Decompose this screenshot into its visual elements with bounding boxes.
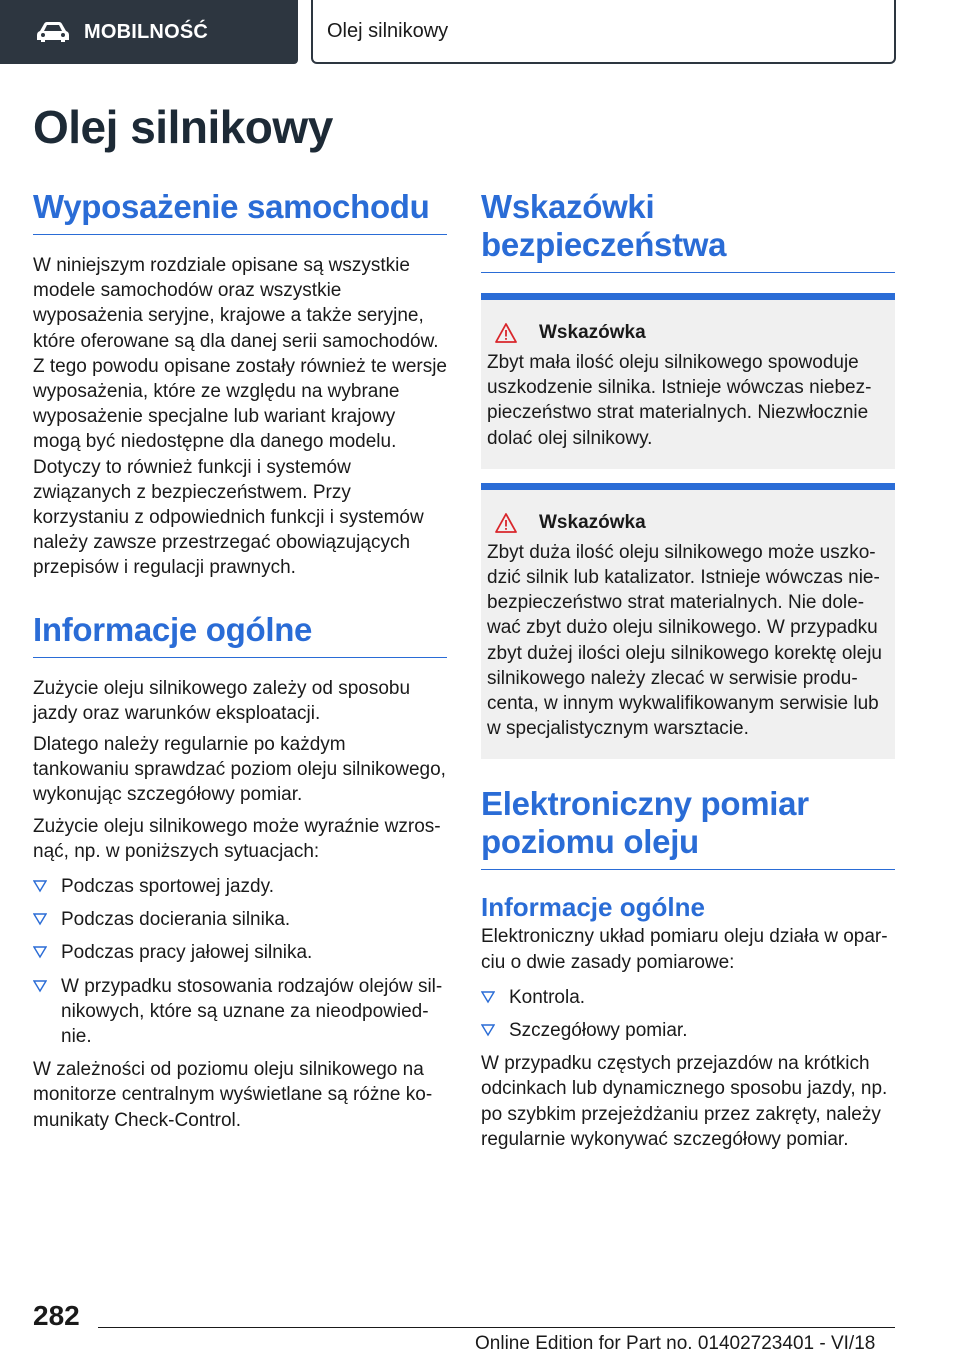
subheading-informacje-ogolne: Informacje ogólne	[481, 892, 705, 923]
list-item: Podczas docierania silnika.	[33, 907, 447, 932]
car-icon	[36, 21, 70, 43]
list-item: Podczas sportowej jazdy.	[33, 874, 447, 899]
list-item: Kontrola.	[481, 985, 895, 1010]
topic-tab[interactable]	[311, 0, 896, 64]
paragraph: Dlatego należy regularnie po każdym tankowaniu sprawdzać poziom oleju silnikowego, wykonując szczegółowy pomiar.	[33, 734, 446, 806]
heading-wyposazenie: Wyposażenie samochodu	[33, 188, 447, 235]
warning-box	[481, 483, 895, 760]
section-tab[interactable]	[0, 0, 298, 64]
list-item: Szczegółowy pomiar.	[481, 1018, 895, 1043]
left-column	[33, 188, 447, 1139]
heading-informacje-ogolne: Informacje ogólne	[33, 611, 447, 658]
paragraph: Elektroniczny układ pomiaru oleju działa w oparciu o dwie zasady pomiarowe:	[481, 926, 888, 973]
warning-label: Wskazówka	[539, 322, 646, 343]
edition-note: Online Edition for Part no. 01402723401 - VI/18	[475, 1333, 876, 1354]
warning-label: Wskazówka	[539, 511, 646, 533]
triangle-bullet-icon	[33, 912, 47, 926]
paragraph: Zużycie oleju silnikowego zależy od sposobu jazdy oraz warunków eksploatacji.	[33, 677, 411, 724]
page-title: Olej silnikowy	[33, 101, 333, 153]
warning-text: Zbyt mała ilość oleju silnikowego spowoduje uszkodzenie silnika. Istnieje wówczas niebezpieczeństwo strat materialnych. Niezwłocznie dolać olej silnikowy.	[487, 352, 872, 449]
list-item: W przypadku stosowania rodzajów olejów silnikowych, które są uznane za nieodpowiednie.	[33, 974, 447, 1050]
triangle-bullet-icon	[33, 945, 47, 959]
warning-icon	[495, 513, 517, 533]
right-column	[481, 188, 895, 1158]
warning-icon	[495, 323, 517, 343]
paragraph-wyposazenie: W niniejszym rozdziale opisane są wszystkie modele samochodów oraz wszystkie wyposażenia seryjne, krajowe a także seryjne, które oferowane są dla danej serii samochodów. Z tego powodu opisane zostały również te wersje wyposażenia, które ze względu na wybrane wyposażenie specjalne lub wariant krajowy mogą być niedostępne dla danego modelu. Dotyczy to również funkcji i systemów związanych z bezpieczeństwem. Przy korzystaniu z odpowiednich funkcji i systemów należy zawsze przestrzegać obowiązujących przepisów i regulacji prawnych.	[33, 255, 448, 579]
triangle-bullet-icon	[33, 879, 47, 893]
paragraph: W zależności od poziomu oleju silnikowego na monitorze centralnym wyświetlane są różne komunikaty Check-Control.	[33, 1059, 433, 1131]
paragraph: W przypadku częstych przejazdów na krótkich odcinkach lub dynamicznego sposobu jazdy, np. po szybkim przejeżdżaniu przez zakręty, należy regularnie wykonywać szczegółowy pomiar.	[481, 1053, 888, 1150]
warning-text: Zbyt duża ilość oleju silnikowego może uszkodzić silnik lub katalizator. Istnieje wówczas niebezpieczeństwo strat materialnych. Nie dolewać zbyt dużo oleju silnikowego. W przypadku zbyt dużej ilości oleju silnikowego korektę oleju silnikowego należy zlecać w serwisie producenta, w innym wykwalifikowanym serwisie lub w specjalistycznym warsztacie.	[487, 541, 882, 740]
triangle-bullet-icon	[481, 1023, 495, 1037]
heading-elektroniczny-pomiar: Elektroniczny pomiar poziomu oleju	[481, 785, 895, 870]
page-number: 282	[33, 1300, 80, 1331]
measurement-list	[481, 985, 895, 1043]
paragraph: Zużycie oleju silnikowego może wyraźnie wzrosnąć, np. w poniższych sytuacjach:	[33, 815, 441, 862]
triangle-bullet-icon	[481, 990, 495, 1004]
heading-wskazowki: Wskazówki bezpieczeństwa	[481, 188, 895, 273]
list-item: Podczas pracy jałowej silnika.	[33, 940, 447, 965]
footer-divider	[98, 1327, 895, 1328]
situations-list	[33, 874, 447, 1049]
topic-label: Olej silnikowy	[327, 19, 449, 42]
triangle-bullet-icon	[33, 979, 47, 993]
warning-box	[481, 293, 895, 469]
section-label: MOBILNOŚĆ	[84, 20, 209, 43]
